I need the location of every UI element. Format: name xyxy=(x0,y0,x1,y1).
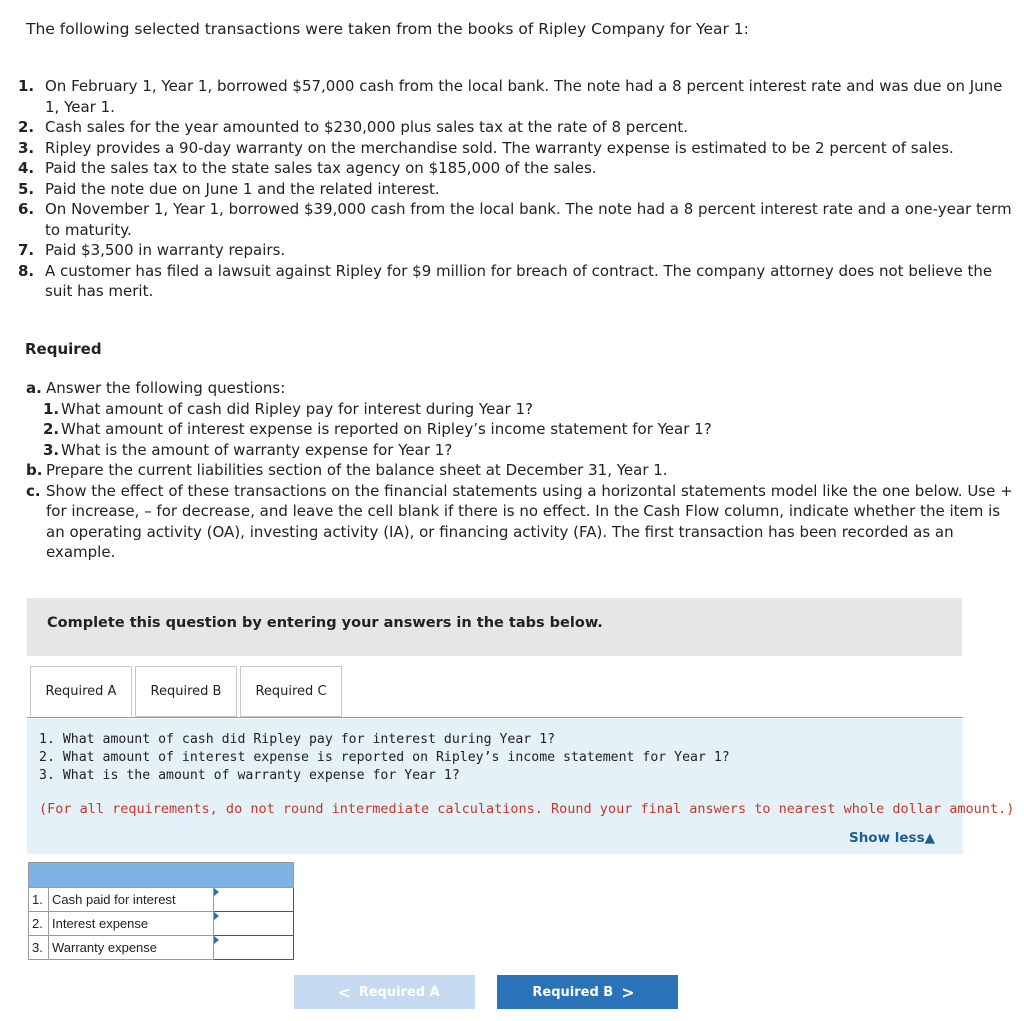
requirement-label: a. xyxy=(26,379,42,397)
question-item: 1. What amount of cash did Ripley pay for interest during Year 1? xyxy=(39,732,556,747)
question-item: 3. What is the amount of warranty expense for Year 1? xyxy=(39,767,460,783)
answer-cell xyxy=(214,888,294,912)
tab-required-c[interactable]: Required C xyxy=(240,666,342,717)
transaction-item xyxy=(18,138,1013,159)
requirement-label: b. xyxy=(26,461,43,479)
transaction-text: Ripley provides a 90-day warranty on the merchandise sold. The warranty expense is estimated to be 2 percent of sales. xyxy=(45,138,954,157)
requirement-a-item xyxy=(26,399,1016,420)
requirement-item-text: What is the amount of warranty expense for Year 1? xyxy=(61,440,453,459)
next-required-b-button[interactable] xyxy=(497,975,678,1009)
input-flag-icon xyxy=(214,888,219,896)
requirement-text: Show the effect of these transactions on the financial statements using a horizontal statements model like the one below. Use + for increase, – for decrease, and leave the cell blank if there is no effect. In the Cash Flow column, indicate whether the item is an operating activity (OA), investing activity (IA), or financing activity (FA). The first transaction has been recorded as an example. xyxy=(46,481,1013,561)
answer-table xyxy=(28,862,294,960)
transaction-text: On November 1, Year 1, borrowed $39,000 cash from the local bank. The note had a 8 percent interest rate and a one-year term to maturity. xyxy=(45,200,1012,239)
input-flag-icon xyxy=(214,912,219,920)
transaction-list xyxy=(18,76,1013,302)
chevron-left-icon: < xyxy=(337,982,351,1002)
transaction-text: Cash sales for the year amounted to $230,000 plus sales tax at the rate of 8 percent. xyxy=(45,118,689,136)
answer-table-header xyxy=(29,863,294,888)
instruction-box xyxy=(27,598,962,656)
answer-cell xyxy=(214,912,294,936)
row-label: Warranty expense xyxy=(49,936,214,960)
answer-cell xyxy=(214,936,294,960)
row-number: 2. xyxy=(29,912,49,936)
question-list xyxy=(39,731,730,784)
tab-divider xyxy=(27,717,963,718)
input-flag-icon xyxy=(214,936,219,944)
tab-required-b[interactable]: Required B xyxy=(135,666,237,717)
header-cell xyxy=(29,863,294,888)
tab-required-a[interactable]: Required A xyxy=(30,666,132,717)
transaction-number: 6. xyxy=(18,200,35,218)
requirement-item-text: What amount of cash did Ripley pay for interest during Year 1? xyxy=(61,399,533,418)
next-button-label: Required B xyxy=(532,984,614,1000)
requirement-item-text: What amount of interest expense is reported on Ripley’s income statement for Year 1? xyxy=(61,420,712,438)
warranty-expense-input[interactable] xyxy=(214,937,293,959)
requirement-text: Answer the following questions: xyxy=(46,379,286,397)
transaction-item xyxy=(18,199,1013,240)
requirement-text: Prepare the current liabilities section of the balance sheet at December 31, Year 1. xyxy=(46,461,668,479)
row-label: Interest expense xyxy=(49,912,214,936)
transaction-text: On February 1, Year 1, borrowed $57,000 cash from the local bank. The note had a 8 percent interest rate and was due on June 1, Year 1. xyxy=(45,77,1003,116)
table-row xyxy=(29,912,294,936)
requirement-c xyxy=(26,481,1016,563)
table-row xyxy=(29,936,294,960)
requirement-a xyxy=(26,378,1016,399)
row-number: 1. xyxy=(29,888,49,912)
interest-expense-input[interactable] xyxy=(214,913,293,935)
transaction-text: Paid $3,500 in warranty repairs. xyxy=(45,241,286,259)
transaction-item xyxy=(18,117,1013,138)
requirement-a-item xyxy=(26,419,1016,440)
chevron-right-icon: > xyxy=(621,982,635,1002)
requirement-item-label: 1. xyxy=(43,399,60,418)
intro-text: The following selected transactions were taken from the books of Ripley Company for Year 1: xyxy=(26,20,749,38)
transaction-number: 3. xyxy=(18,138,35,157)
row-label: Cash paid for interest xyxy=(49,888,214,912)
transaction-number: 1. xyxy=(18,77,35,95)
requirement-a-item xyxy=(26,440,1016,461)
transaction-number: 7. xyxy=(18,241,35,259)
transaction-number: 5. xyxy=(18,179,35,198)
requirement-label: c. xyxy=(26,481,41,500)
transaction-item xyxy=(18,158,1013,179)
question-item: 2. What amount of interest expense is reported on Ripley’s income statement for Year 1? xyxy=(39,749,730,765)
prev-required-a-button[interactable] xyxy=(294,975,475,1009)
transaction-number: 2. xyxy=(18,118,35,136)
transaction-text: Paid the note due on June 1 and the related interest. xyxy=(45,179,440,198)
transaction-number: 4. xyxy=(18,159,35,177)
instruction-text: Complete this question by entering your answers in the tabs below. xyxy=(47,615,603,631)
required-heading: Required xyxy=(25,340,102,358)
requirement-b xyxy=(26,460,1016,481)
prev-button-label: Required A xyxy=(358,984,440,1000)
rounding-note: (For all requirements, do not round intermediate calculations. Round your final answers to nearest whole dollar amount.) xyxy=(39,801,1015,817)
transaction-number: 8. xyxy=(18,261,35,280)
transaction-item xyxy=(18,261,1013,302)
row-number: 3. xyxy=(29,936,49,960)
show-less-link[interactable]: Show less▲ xyxy=(848,830,935,846)
transaction-item xyxy=(18,179,1013,200)
transaction-item xyxy=(18,76,1013,117)
cash-paid-interest-input[interactable] xyxy=(214,889,293,911)
transaction-text: Paid the sales tax to the state sales tax agency on $185,000 of the sales. xyxy=(45,159,597,177)
requirement-item-label: 3. xyxy=(43,440,60,459)
requirement-item-label: 2. xyxy=(43,420,60,438)
requirements xyxy=(26,378,1016,563)
question-panel xyxy=(27,719,1015,854)
transaction-item xyxy=(18,240,1013,261)
transaction-text: A customer has filed a lawsuit against Ripley for $9 million for breach of contract. The company attorney does not believe the suit has merit. xyxy=(45,261,993,300)
table-row xyxy=(29,888,294,912)
